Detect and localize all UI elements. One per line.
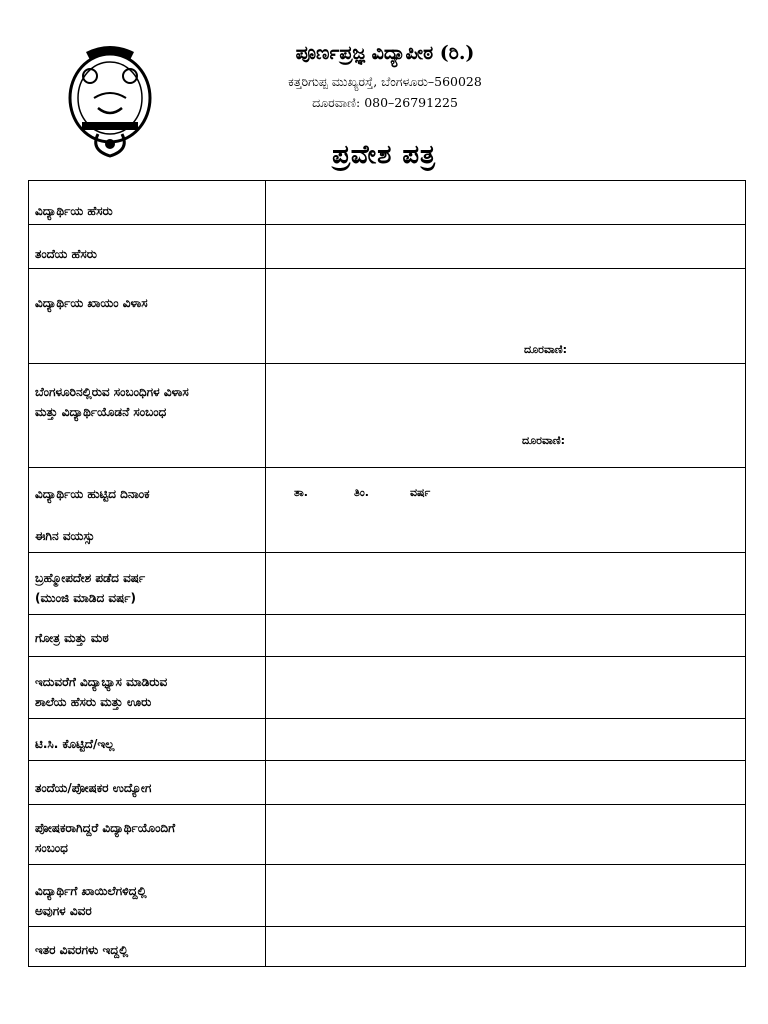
field-label-line2: ಶಾಲೆಯ ಹೆಸರು ಮತ್ತು ಊರು bbox=[35, 695, 152, 709]
field-label: ವಿದ್ಯಾರ್ಥಿಯ ಹುಟ್ಟಿದ ದಿನಾಂಕ bbox=[35, 487, 150, 501]
field-label: ವಿದ್ಯಾರ್ಥಿಯ ಹೆಸರು bbox=[35, 204, 113, 218]
previous-school-field[interactable] bbox=[266, 657, 746, 719]
field-label-line2: ಸಂಬಂಧ bbox=[35, 841, 68, 855]
field-label-line2: (ಮುಂಜಿ ಮಾಡಿದ ವರ್ಷ) bbox=[35, 591, 136, 605]
form-row-guardian-relation bbox=[29, 805, 746, 865]
date-year-label: ವರ್ಷ bbox=[410, 486, 431, 499]
upanayana-year-field[interactable] bbox=[266, 553, 746, 615]
field-label: ಗೋತ್ರ ಮತ್ತು ಮಠ bbox=[35, 631, 109, 645]
form-row-date-of-birth bbox=[29, 468, 746, 553]
field-label: ಟಿ.ಸಿ. ಕೊಟ್ಟಿದೆ/ಇಲ್ಲ bbox=[35, 737, 115, 751]
field-label: ತಂದೆಯ/ಪೋಷಕರ ಉದ್ಯೋಗ bbox=[35, 781, 152, 795]
field-label: ತಂದೆಯ ಹೆಸರು bbox=[35, 247, 97, 261]
form-row-other-details bbox=[29, 927, 746, 967]
other-details-field[interactable] bbox=[266, 927, 746, 967]
form-row-previous-school bbox=[29, 657, 746, 719]
guardian-occupation-field[interactable] bbox=[266, 761, 746, 805]
form-row-father-name bbox=[29, 225, 746, 269]
form-row-student-name bbox=[29, 181, 746, 225]
organization-phone: ದೂರವಾಣಿ: 080–26791225 bbox=[312, 95, 458, 110]
date-day-label: ತಾ. bbox=[294, 486, 308, 499]
field-label: ಇದುವರೆಗೆ ವಿದ್ಯಾಭ್ಯಾಸ ಮಾಡಿರುವ bbox=[35, 675, 168, 689]
admission-form-table bbox=[28, 180, 746, 967]
field-label: ವಿದ್ಯಾರ್ಥಿಗೆ ಖಾಯಿಲೆಗಳಿದ್ದಲ್ಲಿ bbox=[35, 884, 147, 898]
date-of-birth-field[interactable] bbox=[266, 468, 746, 553]
form-row-gotra-matha bbox=[29, 615, 746, 657]
form-title: ಪ್ರವೇಶ ಪತ್ರ bbox=[332, 140, 436, 170]
field-label: ಬ್ರಹ್ಮೋಪದೇಶ ಪಡೆದ ವರ್ಷ bbox=[35, 571, 146, 585]
form-row-permanent-address bbox=[29, 269, 746, 364]
local-relatives-field[interactable] bbox=[266, 364, 746, 468]
field-label: ಇತರ ವಿವರಗಳು ಇದ್ದಲ್ಲಿ bbox=[35, 943, 129, 957]
field-label-line2: ಮತ್ತು ವಿದ್ಯಾರ್ಥಿಯೊಡನೆ ಸಂಬಂಧ bbox=[35, 405, 167, 419]
field-label: ವಿದ್ಯಾರ್ಥಿಯ ಖಾಯಂ ವಿಳಾಸ bbox=[35, 296, 148, 310]
permanent-address-field[interactable] bbox=[266, 269, 746, 364]
form-row-local-relatives bbox=[29, 364, 746, 468]
phone-label: ದೂರವಾಣಿ: bbox=[524, 343, 568, 356]
date-month-label: ತಿಂ. bbox=[354, 486, 369, 499]
father-name-field[interactable] bbox=[266, 225, 746, 269]
field-label: ಬೆಂಗಳೂರಿನಲ್ಲಿರುವ ಸಂಬಂಧಿಗಳ ವಿಳಾಸ bbox=[35, 385, 189, 399]
organization-name: ಪೂರ್ಣಪ್ರಜ್ಞ ವಿದ್ಯಾಪೀಠ (ರಿ.) bbox=[295, 42, 475, 64]
student-name-field[interactable] bbox=[266, 181, 746, 225]
form-row-tc-given bbox=[29, 719, 746, 761]
form-row-guardian-occupation bbox=[29, 761, 746, 805]
organization-address: ಕತ್ತರಿಗುಪ್ಪ ಮುಖ್ಯರಸ್ತೆ, ಬೆಂಗಳೂರು–560028 bbox=[288, 74, 482, 89]
field-label: ಪೋಷಕರಾಗಿದ್ದರೆ ವಿದ್ಯಾರ್ಥಿಯೊಂದಿಗೆ bbox=[35, 821, 176, 835]
phone-label: ದೂರವಾಣಿ: bbox=[522, 434, 566, 447]
guardian-relation-field[interactable] bbox=[266, 805, 746, 865]
field-label-line2: ಅವುಗಳ ವಿವರ bbox=[35, 904, 92, 918]
illness-details-field[interactable] bbox=[266, 865, 746, 927]
gotra-matha-field[interactable] bbox=[266, 615, 746, 657]
form-row-upanayana-year bbox=[29, 553, 746, 615]
form-row-illness-details bbox=[29, 865, 746, 927]
field-label-line2: ಈಗಿನ ವಯಸ್ಸು bbox=[35, 529, 95, 543]
tc-given-field[interactable] bbox=[266, 719, 746, 761]
